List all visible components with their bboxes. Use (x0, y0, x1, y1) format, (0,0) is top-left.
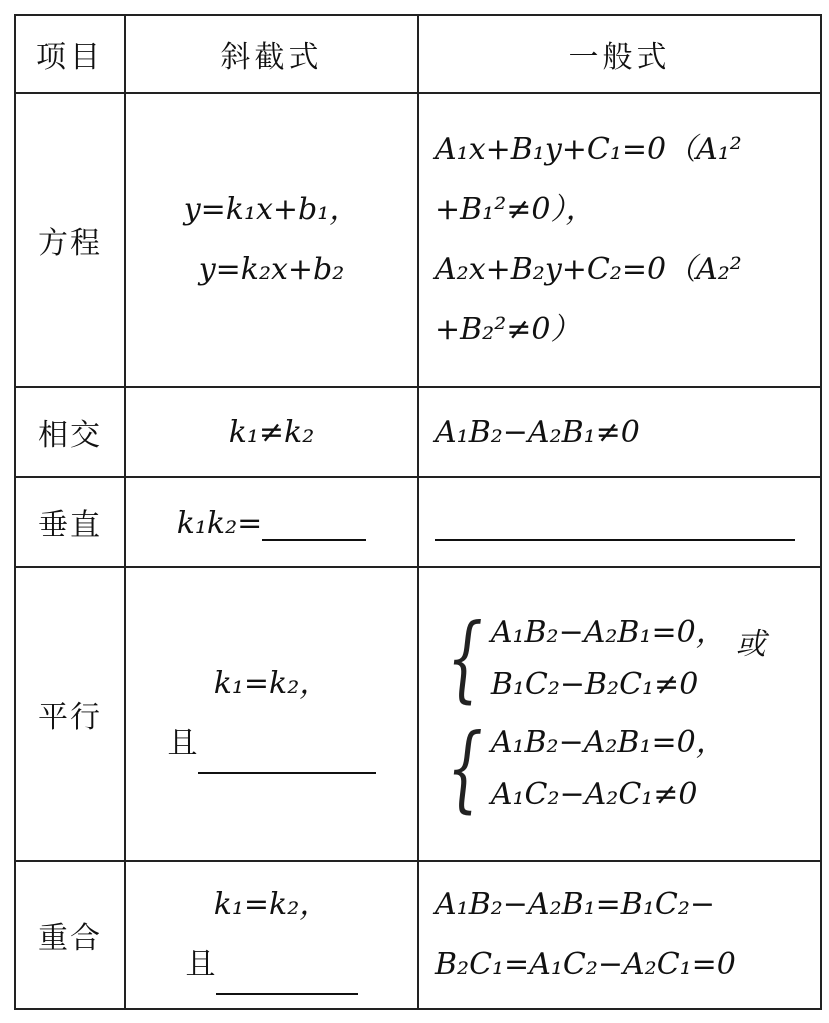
row-parallel (15, 567, 821, 861)
row-coincide (15, 861, 821, 1009)
parallel-and-text: 且 (167, 726, 198, 761)
coincide-general-cell (418, 861, 821, 1009)
coincide-slope-line-2 (126, 935, 417, 995)
coincide-slope-cell (125, 861, 418, 1009)
parallel-slope-cell (125, 567, 418, 861)
parallel-sys1-line-1: A₁B₂−A₂B₁=0， (490, 615, 726, 650)
perpendicular-general-blank (435, 503, 795, 541)
left-brace-icon: { (446, 604, 483, 713)
coincide-and-text: 且 (185, 947, 216, 982)
perpendicular-slope-cell (125, 477, 418, 567)
label-perpendicular: 垂直 (15, 477, 125, 567)
coincide-slope-blank (216, 957, 358, 995)
parallel-sys2-line-2: A₁C₂−A₂C₁≠0 (490, 777, 698, 812)
coincide-general-line-1: A₁B₂−A₂B₁=B₁C₂− (435, 887, 715, 922)
left-brace-icon: { (446, 714, 483, 823)
perpendicular-general-cell (418, 477, 821, 567)
equation-general-line-3: A₂x+B₂y+C₂=0（A₂² (435, 252, 742, 287)
equation-general-line-2: +B₁²≠0）， (435, 192, 596, 227)
comparison-table (14, 14, 822, 1010)
label-coincide: 重合 (15, 861, 125, 1009)
intersect-slope: k₁≠k₂ (125, 387, 418, 477)
label-intersect: 相交 (15, 387, 125, 477)
header-item: 项目 (15, 15, 125, 93)
parallel-sys2-line-1: A₁B₂−A₂B₁=0， (490, 725, 726, 760)
equation-general-line-4: +B₂²≠0） (435, 312, 581, 347)
perpendicular-slope-text: k₁k₂= (176, 506, 263, 541)
row-intersect (15, 387, 821, 477)
parallel-slope-line-1: k₁=k₂， (213, 666, 330, 701)
parallel-slope-line-2 (126, 714, 417, 774)
parallel-general-cell (418, 567, 821, 861)
equation-slope-cell (125, 93, 418, 387)
equation-slope-line-2: y=k₂x+b₂ (198, 252, 345, 287)
equation-slope-line-1: y=k₁x+b₁， (183, 192, 360, 227)
label-parallel: 平行 (15, 567, 125, 861)
coincide-slope-line-1: k₁=k₂， (213, 887, 330, 922)
row-perpendicular (15, 477, 821, 567)
parallel-sys1-line-2: B₁C₂−B₂C₁≠0 (490, 667, 699, 702)
perpendicular-slope-blank (262, 503, 366, 541)
intersect-general: A₁B₂−A₂B₁≠0 (418, 387, 821, 477)
coincide-general-line-2: B₂C₁=A₁C₂−A₂C₁=0 (435, 947, 736, 982)
label-equation: 方程 (15, 93, 125, 387)
equation-general-cell (418, 93, 821, 387)
header-row (15, 15, 821, 93)
parallel-system-2 (435, 714, 820, 823)
header-slope-form: 斜截式 (125, 15, 418, 93)
header-general-form: 一般式 (418, 15, 821, 93)
row-equation (15, 93, 821, 387)
equation-general-line-1: A₁x+B₁y+C₁=0（A₁² (435, 132, 742, 167)
parallel-or-text: 或 (735, 627, 766, 662)
parallel-slope-blank (198, 736, 376, 774)
parallel-system-1 (435, 604, 820, 713)
